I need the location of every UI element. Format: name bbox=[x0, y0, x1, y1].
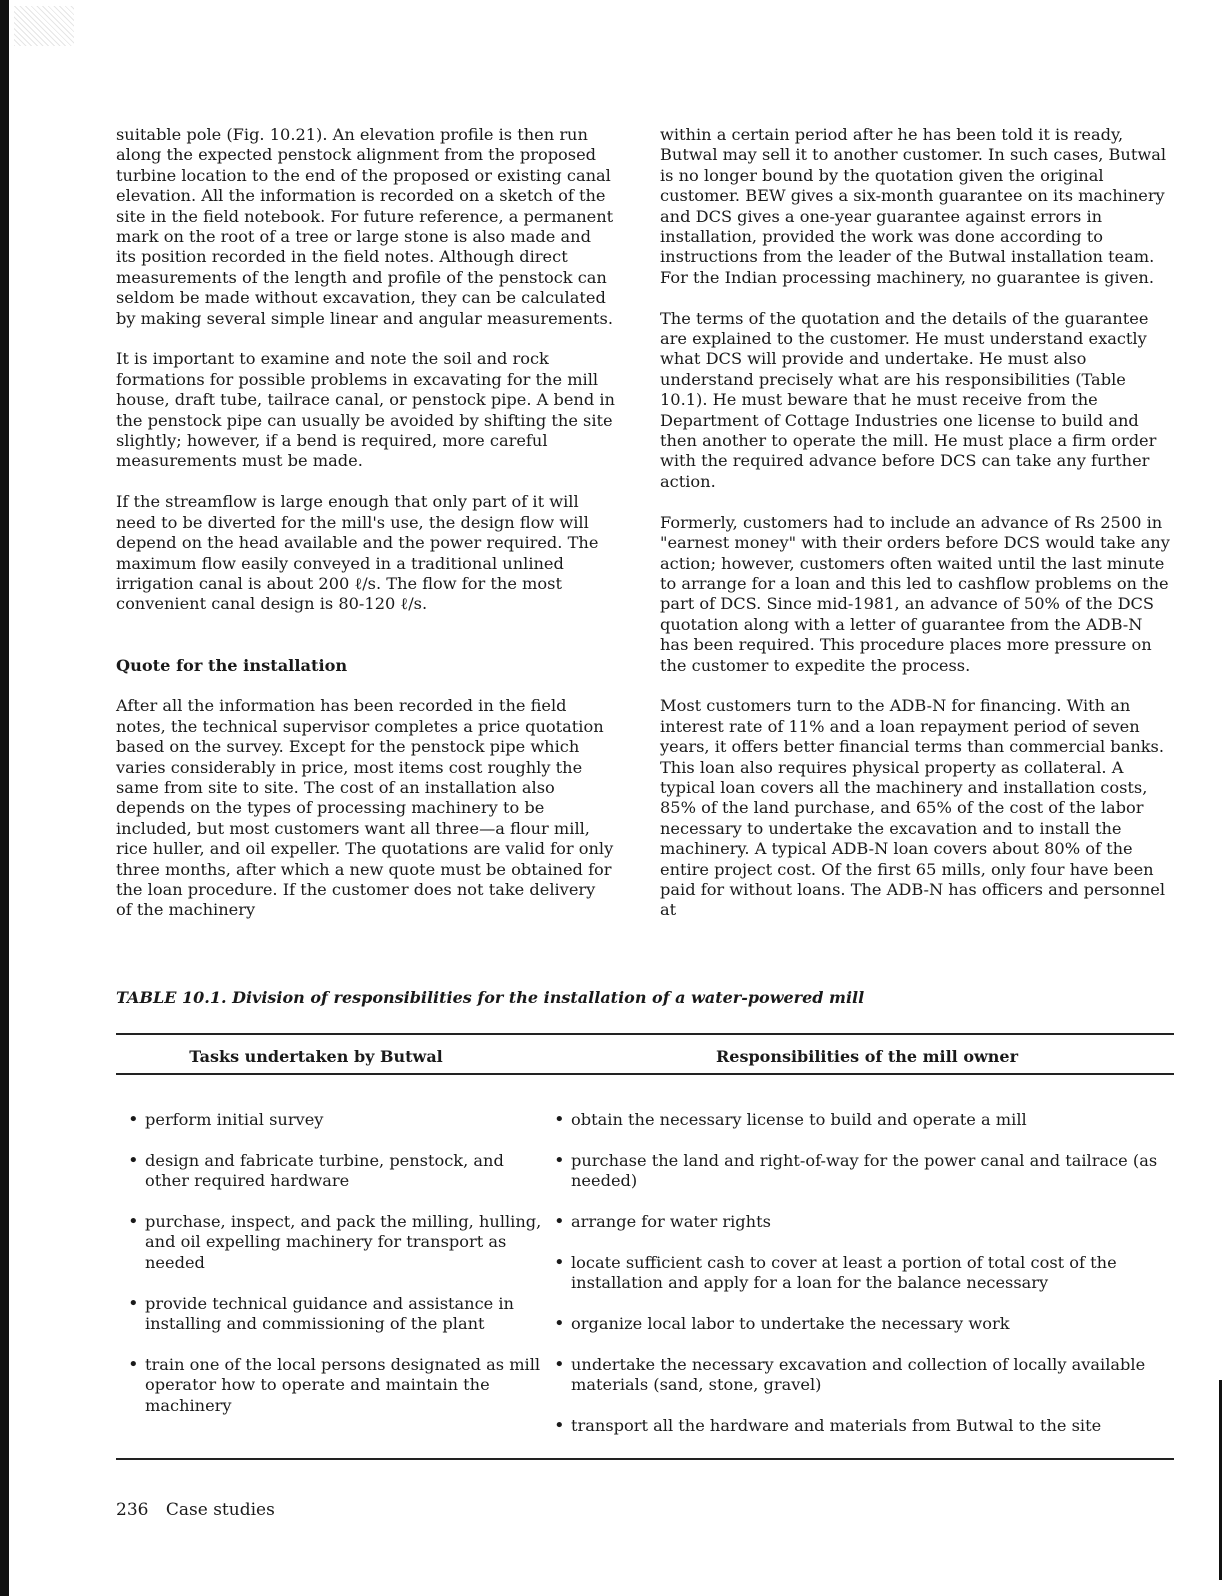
scan-edge-mark bbox=[1219, 1380, 1222, 1580]
scan-artifact bbox=[14, 6, 74, 46]
table-list-item: • organize local labor to undertake the necessary work bbox=[552, 1314, 1172, 1334]
table-header-rule bbox=[116, 1073, 1174, 1075]
table-list-item: • transport all the hardware and materials from Butwal to the site bbox=[552, 1416, 1172, 1436]
table-list-item: • purchase, inspect, and pack the milling, hulling, and oil expelling machinery for transport as needed bbox=[126, 1212, 546, 1273]
paragraph: Formerly, customers had to include an advance of Rs 2500 in "earnest money" with their orders before DCS would take any action; however, customers often waited until the last minute to arrange for a loan and this led to cashflow problems on the part of DCS. Since mid-1981, an advance of 50% of the DCS quotation along with a letter of guarantee from the ADB-N has been required. This procedure places more pressure on the customer to expedite the process. bbox=[660, 512, 1170, 675]
paragraph: suitable pole (Fig. 10.21). An elevation profile is then run along the expected penstock alignment from the proposed turbine location to the end of the proposed or existing canal elevation. All the information is recorded on a sketch of the site in the field notebook. For future reference, a permanent mark on the root of a tree or large stone is also made and its position recorded in the field notes. Although direct measurements of the length and profile of the penstock can seldom be made without excavation, they can be calculated by making several simple linear and angular measurements. bbox=[116, 125, 614, 328]
left-text-column bbox=[116, 125, 616, 921]
page-footer bbox=[116, 1500, 275, 1520]
table-list-item: • train one of the local persons designated as mill operator how to operate and maintain the machinery bbox=[126, 1355, 546, 1416]
page-number: 236 bbox=[116, 1500, 149, 1520]
scan-edge-bar bbox=[0, 0, 9, 1596]
section-heading: Quote for the installation bbox=[116, 655, 348, 675]
section-name: Case studies bbox=[165, 1500, 275, 1520]
table-list-item: • purchase the land and right-of-way for the power canal and tailrace (as needed) bbox=[552, 1151, 1172, 1192]
paragraph: After all the information has been recorded in the field notes, the technical supervisor completes a price quotation based on the survey. Except for the penstock pipe which varies considerably in price, most items cost roughly the same from site to site. The cost of an installation also depends on the types of processing machinery to be included, but most customers want all three—a flour mill, rice huller, and oil expeller. The quotations are valid for only three months, after which a new quote must be obtained for the loan procedure. If the customer does not take delivery of the machinery bbox=[116, 696, 614, 920]
paragraph: It is important to examine and note the soil and rock formations for possible problems in excavating for the mill house, draft tube, tailrace canal, or penstock pipe. A bend in the penstock pipe can usually be avoided by shifting the site slightly; however, if a bend is required, more careful measurements must be made. bbox=[116, 349, 615, 471]
table-list-item: • undertake the necessary excavation and collection of locally available materials (sand, stone, gravel) bbox=[552, 1355, 1172, 1396]
table-bottom-rule bbox=[116, 1458, 1174, 1460]
table-list-item: • obtain the necessary license to build and operate a mill bbox=[552, 1110, 1172, 1130]
table-top-rule bbox=[116, 1033, 1174, 1035]
table-list-item: • perform initial survey bbox=[126, 1110, 546, 1130]
right-text-column bbox=[660, 125, 1170, 921]
table-right-column bbox=[552, 1110, 1172, 1457]
paragraph: within a certain period after he has been told it is ready, Butwal may sell it to another customer. In such cases, Butwal is no longer bound by the quotation given the original customer. BEW gives a six-month guarantee on its machinery and DCS gives a one-year guarantee against errors in installation, provided the work was done according to instructions from the leader of the Butwal installation team. For the Indian processing machinery, no guarantee is given. bbox=[660, 125, 1167, 287]
table-caption: TABLE 10.1. Division of responsibilities for the installation of a water-powered mill bbox=[116, 988, 865, 1007]
paragraph: If the streamflow is large enough that only part of it will need to be diverted for the mill's use, the design flow will depend on the head available and the power required. The maximum flow easily conveyed in a traditional unlined irrigation canal is about 200 ℓ/s. The flow for the most convenient canal design is 80-120 ℓ/s. bbox=[116, 492, 599, 614]
table-header-right: Responsibilities of the mill owner bbox=[715, 1047, 1019, 1066]
table-list-item: • arrange for water rights bbox=[552, 1212, 1172, 1232]
table-header-left: Tasks undertaken by Butwal bbox=[189, 1047, 443, 1066]
paragraph: Most customers turn to the ADB-N for financing. With an interest rate of 11% and a loan repayment period of seven years, it offers better financial terms than commercial banks. This loan also requires physical property as collateral. A typical loan covers all the machinery and installation costs, 85% of the land purchase, and 65% of the cost of the labor necessary to undertake the excavation and to install the machinery. A typical ADB-N loan covers about 80% of the entire project cost. Of the first 65 mills, only four have been paid for without loans. The ADB-N has officers and personnel at bbox=[660, 696, 1166, 920]
table-list-item: • design and fabricate turbine, penstock, and other required hardware bbox=[126, 1151, 546, 1192]
table-list-item: • provide technical guidance and assistance in installing and commissioning of the plant bbox=[126, 1294, 546, 1335]
paragraph: The terms of the quotation and the details of the guarantee are explained to the customer. He must understand exactly what DCS will provide and undertake. He must also understand precisely what are his responsibilities (Table 10.1). He must beware that he must receive from the Department of Cottage Industries one license to build and then another to operate the mill. He must place a firm order with the required advance before DCS can take any further action. bbox=[660, 308, 1157, 491]
table-left-column bbox=[126, 1110, 546, 1436]
table-list-item: • locate sufficient cash to cover at least a portion of total cost of the installation and apply for a loan for the balance necessary bbox=[552, 1253, 1172, 1294]
